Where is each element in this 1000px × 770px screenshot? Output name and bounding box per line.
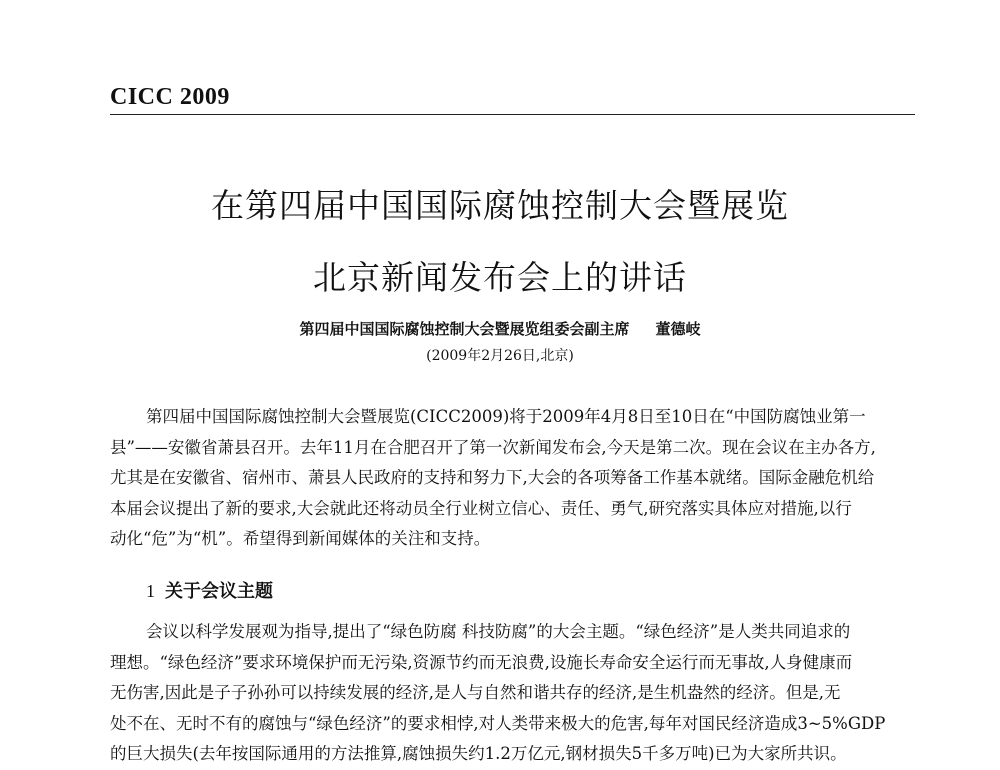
paragraph-line: 无伤害,因此是子子孙孙可以持续发展的经济,是人与自然和谐共存的经济,是生机盎然的经济。但是,无 (110, 683, 841, 702)
paragraph-line: 理想。“绿色经济”要求环境保护而无污染,资源节约而无浪费,设施长寿命安全运行而无事故,人身健康而 (110, 652, 853, 672)
paragraph-line: 本届会议提出了新的要求,大会就此还将动员全行业树立信心、责任、勇气,研究落实具体应对措施,以行 (110, 498, 852, 518)
paragraph-line: 会议以科学发展观为指导,提出了“绿色防腐 科技防腐”的大会主题。“绿色经济”是人类共同追求的 (146, 622, 851, 641)
author-name: 董德岐 (655, 320, 701, 338)
paragraph-line: 县”——安徽省萧县召开。去年11月在合肥召开了第一次新闻发布会,今天是第二次。现在会议在主办各方, (110, 437, 876, 457)
paragraph-line: 第四届中国国际腐蚀控制大会暨展览(CICC2009)将于2009年4月8日至10日在“中国防腐蚀业第一 (146, 407, 866, 426)
paragraph-line: 尤其是在安徽省、宿州市、萧县人民政府的支持和努力下,大会的各项筹备工作基本就绪。国际金融危机给 (110, 468, 875, 487)
section-number: 1 (146, 581, 155, 601)
paragraph-theme (110, 617, 915, 770)
running-head: CICC 2009 (110, 84, 230, 110)
dateline: (2009年2月26日,北京) (426, 348, 574, 364)
section-title: 关于会议主题 (165, 581, 273, 602)
paragraph-line: 的巨大损失(去年按国际通用的方法推算,腐蚀损失约1.2万亿元,钢材损失5千多万吨)已为大家所共识。 (110, 744, 847, 763)
paragraph-intro (110, 402, 915, 555)
paragraph-line: 动化“危”为“机”。希望得到新闻媒体的关注和支持。 (110, 529, 491, 548)
title-line-1: 在第四届中国国际腐蚀控制大会暨展览 (211, 186, 789, 225)
author-position: 第四届中国国际腐蚀控制大会暨展览组委会副主席 (299, 320, 630, 338)
paragraph-line: 处不在、无时不有的腐蚀与“绿色经济”的要求相悖,对人类带来极大的危害,每年对国民经济造成3~5%GDP (110, 713, 886, 733)
section-heading (146, 577, 273, 603)
byline (0, 318, 1000, 339)
header-rule (110, 114, 915, 115)
title-line-2: 北京新闻发布会上的讲话 (313, 258, 687, 297)
